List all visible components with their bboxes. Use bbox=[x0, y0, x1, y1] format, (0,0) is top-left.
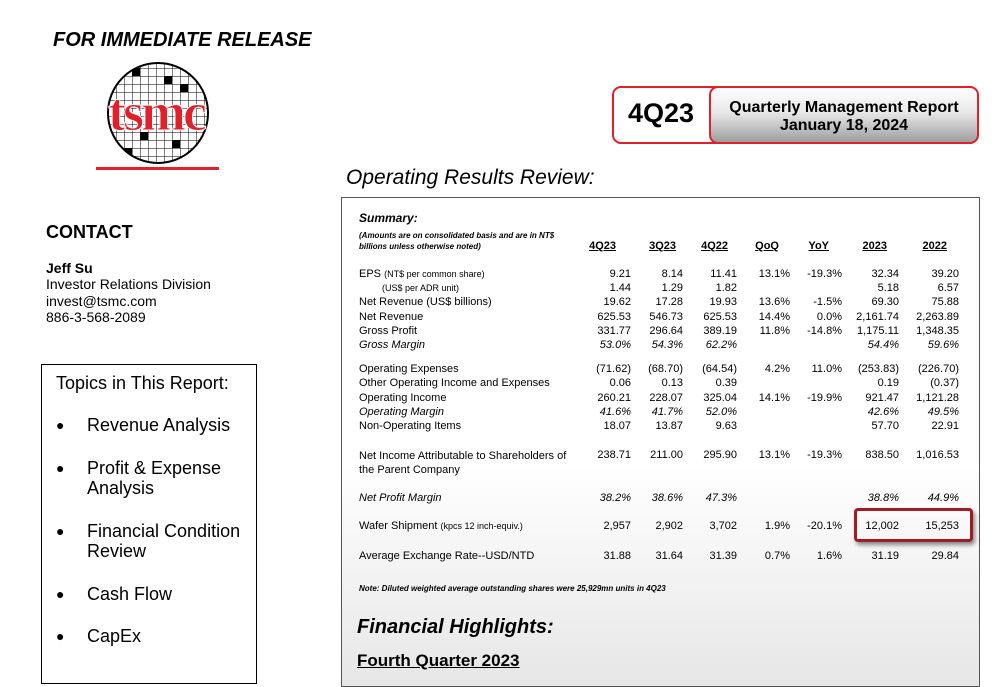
value-cell: (253.83) bbox=[858, 363, 899, 375]
topic-label: Financial Condition Review bbox=[87, 521, 241, 561]
value-cell: 41.6% bbox=[599, 406, 631, 418]
value-cell: 838.50 bbox=[865, 449, 899, 461]
wafer-shipment-highlight bbox=[854, 508, 973, 542]
value-cell: 41.7% bbox=[651, 406, 683, 418]
report-date: January 18, 2024 bbox=[779, 117, 909, 134]
value-cell: (71.62) bbox=[596, 363, 631, 375]
value-cell: 15,253 bbox=[925, 520, 959, 532]
quarter-subtitle: Fourth Quarter 2023 bbox=[357, 651, 520, 670]
value-cell: 49.5% bbox=[927, 406, 959, 418]
value-cell: 13.87 bbox=[655, 420, 683, 432]
value-cell: 14.1% bbox=[758, 392, 790, 404]
value-cell: -19.9% bbox=[807, 392, 842, 404]
value-cell: 13.1% bbox=[758, 449, 790, 461]
value-cell: 12,002 bbox=[865, 520, 899, 532]
row-label: Gross Margin bbox=[359, 339, 426, 351]
value-cell: -1.5% bbox=[813, 296, 842, 308]
value-cell: 53.0% bbox=[599, 339, 631, 351]
value-cell: 325.04 bbox=[703, 392, 737, 404]
value-cell: 31.39 bbox=[709, 550, 737, 562]
value-cell: 32.34 bbox=[871, 268, 899, 280]
value-cell: 1,121.28 bbox=[916, 392, 959, 404]
value-cell: 38.8% bbox=[867, 492, 899, 504]
topic-label: CapEx bbox=[87, 626, 142, 646]
column-header: 4Q23 bbox=[589, 240, 616, 252]
column-header: 3Q23 bbox=[649, 240, 676, 252]
bullet-icon: ● bbox=[56, 586, 65, 602]
row-label: Operating Income bbox=[359, 392, 447, 404]
row-label: Net Profit Margin bbox=[359, 492, 442, 504]
value-cell: 0.06 bbox=[609, 377, 631, 389]
value-cell: 625.53 bbox=[597, 311, 631, 323]
release-banner: FOR IMMEDIATE RELEASE bbox=[53, 29, 312, 51]
value-cell: 31.64 bbox=[655, 550, 683, 562]
report-title: Quarterly Management Report bbox=[729, 99, 959, 116]
value-cell: 31.19 bbox=[871, 550, 899, 562]
summary-footnote: Note: Diluted weighted average outstanding shares were 25,929mn units in 4Q23 bbox=[359, 584, 666, 593]
value-cell: 228.07 bbox=[649, 392, 683, 404]
report-period: 4Q23 bbox=[628, 98, 695, 128]
value-cell: 19.62 bbox=[603, 296, 631, 308]
column-header: 4Q22 bbox=[701, 240, 728, 252]
value-cell: 19.93 bbox=[709, 296, 737, 308]
value-cell: 17.28 bbox=[655, 296, 683, 308]
value-cell: 921.47 bbox=[865, 392, 899, 404]
value-cell: 2,957 bbox=[603, 520, 631, 532]
value-cell: -19.3% bbox=[807, 449, 842, 461]
contact-heading: CONTACT bbox=[46, 222, 133, 242]
row-label: Net Income Attributable to Shareholders of the Parent Company bbox=[359, 450, 567, 476]
value-cell: 3,702 bbox=[709, 520, 737, 532]
value-cell: 62.2% bbox=[705, 339, 737, 351]
value-cell: 52.0% bbox=[705, 406, 737, 418]
row-label: Non-Operating Items bbox=[359, 420, 462, 432]
value-cell: 11.0% bbox=[811, 363, 842, 375]
topic-label: Revenue Analysis bbox=[87, 415, 231, 435]
topic-label: Profit & Expense Analysis bbox=[87, 458, 222, 498]
value-cell: 13.6% bbox=[758, 296, 790, 308]
value-cell: 59.6% bbox=[927, 339, 959, 351]
value-cell: 42.6% bbox=[867, 406, 899, 418]
value-cell: 38.6% bbox=[651, 492, 683, 504]
contact-phone: 886-3-568-2089 bbox=[46, 309, 146, 325]
topic-label: Cash Flow bbox=[87, 584, 173, 604]
value-cell: 22.91 bbox=[931, 420, 959, 432]
value-cell: 0.39 bbox=[715, 377, 737, 389]
summary-title: Summary: bbox=[359, 211, 418, 225]
value-cell: 211.00 bbox=[650, 449, 683, 461]
value-cell: 5.18 bbox=[877, 282, 899, 294]
contact-email[interactable]: invest@tsmc.com bbox=[46, 293, 157, 309]
value-cell: 1,348.35 bbox=[916, 325, 959, 337]
row-label: Wafer Shipment (kpcs 12 inch-equiv.) bbox=[359, 520, 523, 532]
row-label: Net Revenue (US$ billions) bbox=[359, 296, 492, 308]
column-header: YoY bbox=[808, 240, 829, 252]
topics-heading: Topics in This Report: bbox=[56, 373, 229, 393]
value-cell: 1.9% bbox=[764, 520, 790, 532]
value-cell: 18.07 bbox=[603, 420, 631, 432]
value-cell: 2,161.74 bbox=[856, 311, 899, 323]
value-cell: 54.4% bbox=[867, 339, 899, 351]
value-cell: 31.88 bbox=[603, 550, 631, 562]
row-label: Operating Margin bbox=[359, 406, 444, 418]
value-cell: 331.77 bbox=[597, 325, 631, 337]
column-header: 2023 bbox=[862, 240, 887, 252]
value-cell: 625.53 bbox=[703, 311, 737, 323]
value-cell: 1,016.53 bbox=[916, 449, 959, 461]
value-cell: 389.19 bbox=[703, 325, 737, 337]
value-cell: 1.44 bbox=[609, 282, 631, 294]
value-cell: 1.6% bbox=[816, 550, 842, 562]
value-cell: 57.70 bbox=[871, 420, 899, 432]
value-cell: (68.70) bbox=[648, 363, 683, 375]
value-cell: 13.1% bbox=[758, 268, 790, 280]
value-cell: 2,263.89 bbox=[916, 311, 959, 323]
value-cell: 9.21 bbox=[609, 268, 631, 280]
value-cell: 0.0% bbox=[816, 311, 842, 323]
financial-highlights-title: Financial Highlights: bbox=[357, 616, 554, 638]
row-label: Operating Expenses bbox=[359, 363, 459, 375]
value-cell: 6.57 bbox=[937, 282, 959, 294]
value-cell: 29.84 bbox=[931, 550, 959, 562]
value-cell: 11.41 bbox=[710, 268, 737, 280]
value-cell: 39.20 bbox=[931, 268, 959, 280]
value-cell: 2,902 bbox=[655, 520, 683, 532]
value-cell: 1.29 bbox=[661, 282, 683, 294]
bullet-icon: ● bbox=[56, 628, 65, 644]
column-header: 2022 bbox=[922, 240, 947, 252]
value-cell: 296.64 bbox=[649, 325, 683, 337]
value-cell: 238.71 bbox=[597, 449, 631, 461]
row-label: Other Operating Income and Expenses bbox=[359, 377, 550, 389]
value-cell: 69.30 bbox=[871, 296, 899, 308]
value-cell: 38.2% bbox=[599, 492, 631, 504]
row-label: Net Revenue bbox=[359, 311, 424, 323]
value-cell: 44.9% bbox=[927, 492, 959, 504]
value-cell: 8.14 bbox=[661, 268, 683, 280]
summary-note: (Amounts are on consolidated basis and are in NT$ billions unless otherwise noted) bbox=[359, 231, 555, 251]
value-cell: 75.88 bbox=[931, 296, 959, 308]
column-header: QoQ bbox=[755, 240, 779, 252]
value-cell: 47.3% bbox=[705, 492, 737, 504]
row-label: (US$ per ADR unit) bbox=[382, 283, 460, 293]
value-cell: (226.70) bbox=[918, 363, 959, 375]
bullet-icon: ● bbox=[56, 460, 65, 476]
value-cell: 4.2% bbox=[764, 363, 790, 375]
value-cell: 9.63 bbox=[715, 420, 737, 432]
value-cell: 0.13 bbox=[661, 377, 683, 389]
value-cell: 0.7% bbox=[764, 550, 790, 562]
bullet-icon: ● bbox=[56, 417, 65, 433]
value-cell: -20.1% bbox=[807, 520, 842, 532]
value-cell: -19.3% bbox=[807, 268, 842, 280]
value-cell: 260.21 bbox=[597, 392, 631, 404]
value-cell: (0.37) bbox=[930, 377, 959, 389]
value-cell: 54.3% bbox=[651, 339, 683, 351]
svg-text:tsmc: tsmc bbox=[108, 82, 204, 142]
value-cell: 546.73 bbox=[649, 311, 683, 323]
row-label: Gross Profit bbox=[359, 325, 418, 337]
value-cell: 0.19 bbox=[877, 377, 899, 389]
row-label: Average Exchange Rate--USD/NTD bbox=[359, 550, 535, 562]
value-cell: 295.90 bbox=[703, 449, 737, 461]
value-cell: -14.8% bbox=[807, 325, 842, 337]
value-cell: 1.82 bbox=[715, 282, 737, 294]
contact-name: Jeff Su bbox=[46, 260, 93, 276]
tsmc-logo bbox=[76, 60, 236, 174]
value-cell: 1,175.11 bbox=[856, 325, 899, 337]
report-title-box bbox=[709, 86, 979, 144]
value-cell: 11.8% bbox=[759, 325, 790, 337]
section-title: Operating Results Review: bbox=[346, 166, 595, 189]
value-cell: 14.4% bbox=[758, 311, 790, 323]
row-label: EPS (NT$ per common share) bbox=[359, 268, 485, 280]
bullet-icon: ● bbox=[56, 523, 65, 539]
contact-division: Investor Relations Division bbox=[46, 276, 211, 292]
value-cell: (64.54) bbox=[702, 363, 737, 375]
